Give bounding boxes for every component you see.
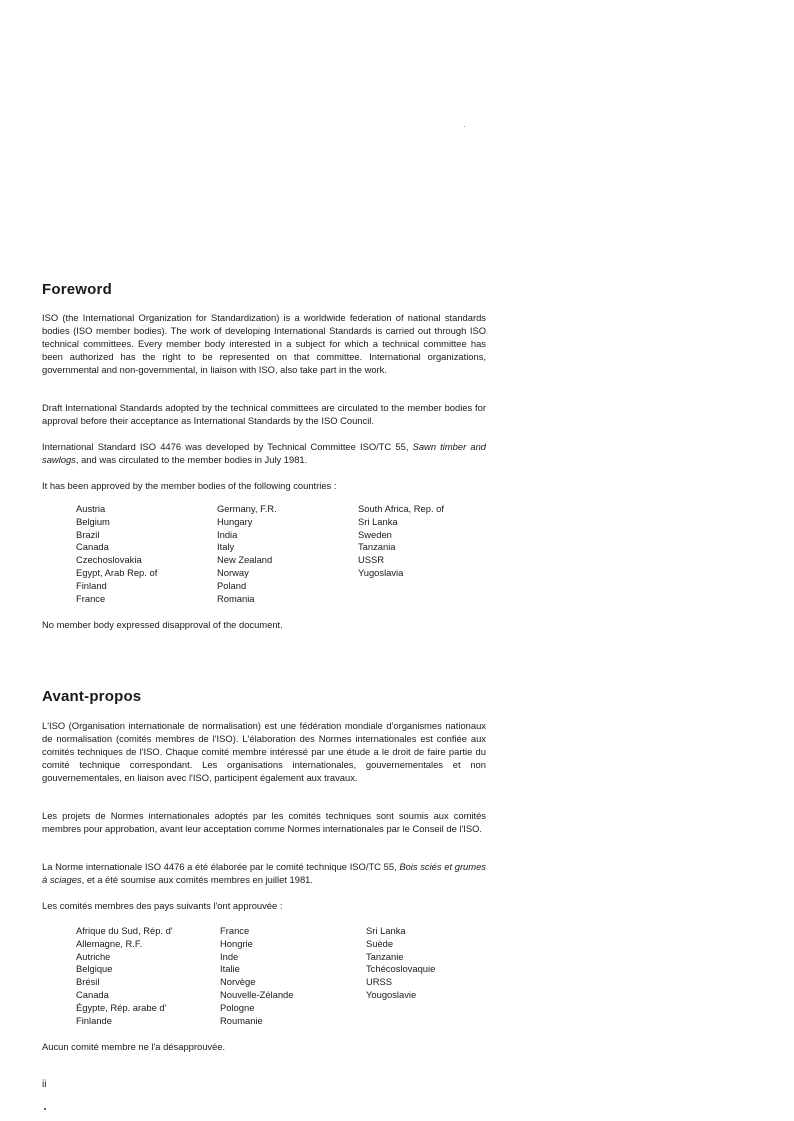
foreword-country-column-1 [76, 503, 157, 605]
country-name: Pologne [220, 1001, 255, 1013]
country-name: Sweden [358, 528, 392, 540]
country-name: URSS [366, 976, 393, 988]
country-name: Inde [220, 950, 239, 962]
country-name: Finlande [76, 1014, 112, 1026]
country-name: France [220, 925, 250, 936]
country-name: Germany, F.R. [217, 503, 277, 514]
country-name: Nouvelle-Zélande [220, 988, 294, 1000]
scan-speck [464, 126, 465, 127]
country-name: Hongrie [220, 937, 253, 949]
country-name: Canada [76, 541, 109, 553]
country-name: Sri Lanka [358, 515, 398, 527]
country-name: Poland [217, 579, 247, 591]
country-name: Brésil [76, 976, 100, 988]
country-name: Afrique du Sud, Rép. d' [76, 925, 173, 936]
avant-propos-paragraph-3 [42, 860, 486, 886]
country-name: Suède [366, 937, 394, 949]
country-name: Canada [76, 988, 109, 1000]
country-name: Roumanie [220, 1014, 263, 1026]
foreword-title: Foreword [42, 281, 112, 298]
avant-propos-country-column-1 [76, 925, 173, 1027]
country-name: Italie [220, 963, 240, 975]
country-name: Finland [76, 579, 107, 591]
country-name: Allemagne, R.F. [76, 937, 143, 949]
country-name: Czechoslovakia [76, 554, 142, 566]
foreword-paragraph-3 [42, 440, 486, 466]
country-name: Tanzania [358, 541, 396, 553]
country-name: Romania [217, 592, 255, 604]
country-name: Tanzanie [366, 950, 404, 962]
country-name: Italy [217, 541, 235, 553]
country-name: Tchécoslovaquie [366, 963, 436, 975]
avant-propos-paragraph-3-end: , et a été soumise aux comités membres en juillet 1981. [81, 874, 313, 885]
avant-propos-disapproval-note: Aucun comité membre ne l'a désapprouvée. [42, 1041, 226, 1052]
foreword-country-column-2 [217, 503, 277, 605]
country-name: Hungary [217, 515, 253, 527]
country-name: France [76, 592, 106, 604]
country-name: Brazil [76, 528, 100, 540]
foreword-approved-intro: It has been approved by the member bodies of the following countries : [42, 480, 337, 491]
foreword-paragraph-3-start: International Standard ISO 4476 was developed by Technical Committee ISO/TC 55, [42, 441, 413, 452]
country-name: Yougoslavie [366, 988, 417, 1000]
country-name: Austria [76, 503, 106, 514]
country-name: USSR [358, 554, 385, 566]
country-name: Yugoslavia [358, 566, 404, 578]
country-name: Égypte, Rép. arabe d' [76, 1001, 167, 1013]
foreword-country-column-3 [358, 503, 444, 580]
country-name: New Zealand [217, 554, 273, 566]
country-name: India [217, 528, 238, 540]
foreword-paragraph-2: Draft International Standards adopted by the technical committees are circulated to the member bodies for approval before their acceptance as International Standards by the ISO Council. [42, 402, 486, 426]
foreword-disapproval-note: No member body expressed disapproval of the document. [42, 619, 283, 630]
foreword-paragraph-3-end: , and was circulated to the member bodies in July 1981. [75, 454, 308, 465]
avant-propos-paragraph-2: Les projets de Normes internationales adoptés par les comités techniques sont soumis aux comités membres pour approbation, avant leur acceptation comme Normes internationales par le Conseil de l'ISO. [42, 810, 486, 834]
country-name: Sri Lanka [366, 925, 406, 936]
country-name: Norvège [220, 976, 256, 988]
avant-propos-committee-title: Bois sciés et grumes à sciages [42, 861, 486, 885]
avant-propos-country-column-3 [366, 925, 435, 1002]
country-name: Egypt, Arab Rep. of [76, 566, 158, 578]
page-number: ii [42, 1079, 47, 1090]
country-name: South Africa, Rep. of [358, 503, 444, 514]
avant-propos-approved-intro: Les comités membres des pays suivants l'ont approuvée : [42, 900, 283, 911]
country-name: Norway [217, 566, 249, 578]
country-name: Belgique [76, 963, 113, 975]
avant-propos-paragraph-3-start: La Norme internationale ISO 4476 a été élaborée par le comité technique ISO/TC 55, [42, 861, 400, 872]
scan-dot [44, 1108, 46, 1110]
avant-propos-country-column-2 [220, 925, 293, 1027]
country-name: Autriche [76, 950, 111, 962]
foreword-committee-title: Sawn timber and sawlogs [42, 441, 486, 465]
country-name: Belgium [76, 515, 110, 527]
foreword-paragraph-1: ISO (the International Organization for Standardization) is a worldwide federation of national standards bodies (ISO member bodies). The work of developing International Standards is carried out through ISO technical committees. Every member body interested in a subject for which a technical committee has been authorized has the right to be represented on that committee. International organizations, governmental and non-governmental, in liaison with ISO, also take part in the work. [42, 312, 486, 375]
avant-propos-title: Avant-propos [42, 688, 142, 705]
avant-propos-paragraph-1: L'ISO (Organisation internationale de normalisation) est une fédération mondiale d'organismes nationaux de normalisation (comités membres de l'ISO). L'élaboration des Normes internationales est confiée aux comités techniques de l'ISO. Chaque comité membre intéressé par une étude a le droit de faire partie du comité technique correspondant. Les organisations internationales, gouvernementales et non gouvernementales, en liaison avec l'ISO, participent également aux travaux. [42, 720, 486, 783]
